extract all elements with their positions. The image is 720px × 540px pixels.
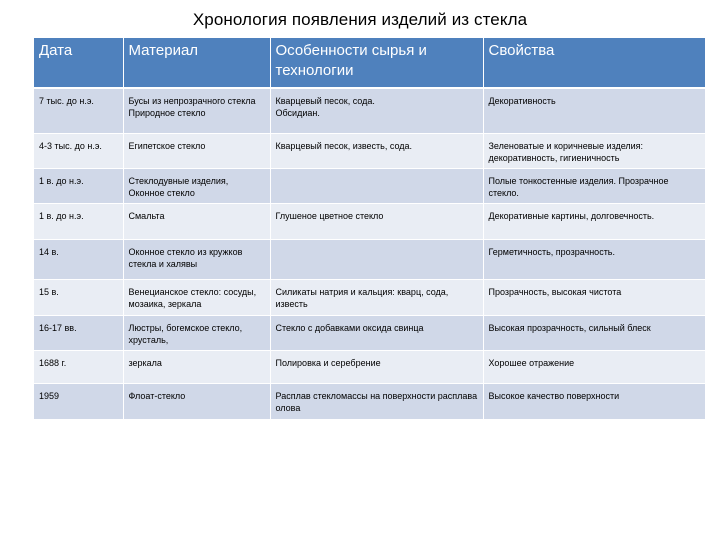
date-cell: 1 в. до н.э.: [34, 203, 123, 239]
header-row: [34, 38, 705, 88]
technology-text: Стекло с добавками оксида свинца: [275, 322, 424, 333]
date-cell: 1 в. до н.э.: [34, 168, 123, 203]
technology-text: Глушеное цветное стекло: [275, 210, 384, 221]
table-row: [34, 203, 705, 239]
column-header-properties: Свойства: [483, 38, 705, 88]
material-cell: [123, 383, 270, 419]
table-row: [34, 383, 705, 419]
technology-text: Кварцевый песок, известь, сода.: [275, 140, 413, 151]
material-text: Венецианское стекло: сосуды, мозаика, зеркала: [128, 286, 257, 309]
date-cell: 4-3 тыс. до н.э.: [34, 133, 123, 168]
material-text: Природное стекло: [128, 108, 206, 118]
material-text: Флоат-стекло: [128, 390, 186, 401]
properties-cell: Декоративность: [483, 88, 705, 133]
date-cell: 7 тыс. до н.э.: [34, 88, 123, 133]
date-cell: 16-17 вв.: [34, 315, 123, 350]
material-cell: [123, 239, 270, 279]
properties-cell: Герметичность, прозрачность.: [483, 239, 705, 279]
table-row: [34, 168, 705, 203]
table-row: [34, 239, 705, 279]
material-cell: [123, 279, 270, 315]
properties-cell: Высокая прозрачность, сильный блеск: [483, 315, 705, 350]
technology-cell: [270, 350, 483, 383]
column-header-technology: Особенности сырья и технологии: [270, 38, 483, 88]
technology-text: Кварцевый песок, сода.: [275, 96, 375, 106]
table-row: [34, 350, 705, 383]
page-title: Хронология появления изделий из стекла: [192, 10, 528, 29]
technology-cell: [270, 279, 483, 315]
properties-cell: Полые тонкостенные изделия. Прозрачное стекло.: [483, 168, 705, 203]
date-cell: 14 в.: [34, 239, 123, 279]
material-text: Бусы из непрозрачного стекла: [128, 96, 256, 106]
date-cell: 15 в.: [34, 279, 123, 315]
material-cell: [123, 350, 270, 383]
material-cell: [123, 168, 270, 203]
properties-cell: Хорошее отражение: [483, 350, 705, 383]
chronology-table: [34, 38, 705, 420]
properties-cell: Высокое качество поверхности: [483, 383, 705, 419]
material-text: Оконное стекло из кружков стекла и халявы: [128, 246, 243, 269]
table-row: [34, 315, 705, 350]
technology-text: Силикаты натрия и кальция: кварц, сода, известь: [275, 286, 449, 309]
table-row: [34, 133, 705, 168]
table-row: [34, 279, 705, 315]
technology-cell: [270, 133, 483, 168]
technology-cell: [270, 203, 483, 239]
technology-cell: [270, 88, 483, 133]
material-cell: [123, 315, 270, 350]
technology-cell: [270, 239, 483, 279]
date-cell: 1688 г.: [34, 350, 123, 383]
properties-cell: Декоративные картины, долговечность.: [483, 203, 705, 239]
properties-cell: Прозрачность, высокая чистота: [483, 279, 705, 315]
material-text: Смальта: [128, 210, 165, 221]
technology-cell: [270, 383, 483, 419]
material-text: зеркала: [128, 357, 162, 368]
column-header-material: Материал: [123, 38, 270, 88]
technology-text: Обсидиан.: [275, 108, 320, 118]
material-text: Египетское стекло: [128, 140, 206, 151]
date-cell: 1959: [34, 383, 123, 419]
material-text: Стеклодувные изделия,: [128, 175, 229, 186]
technology-cell: [270, 168, 483, 203]
technology-text: Расплав стекломассы на поверхности расплава олова: [275, 390, 478, 413]
material-cell: [123, 203, 270, 239]
material-text: Люстры, богемское стекло, хрусталь,: [128, 322, 243, 345]
column-header-date: Дата: [34, 38, 123, 88]
technology-cell: [270, 315, 483, 350]
material-cell: [123, 133, 270, 168]
properties-cell: Зеленоватые и коричневые изделия: декоративность, гигиеничность: [483, 133, 705, 168]
table-row: [34, 88, 705, 133]
technology-text: Полировка и серебрение: [275, 357, 381, 368]
material-cell: [123, 88, 270, 133]
material-text: Оконное стекло: [128, 187, 195, 198]
